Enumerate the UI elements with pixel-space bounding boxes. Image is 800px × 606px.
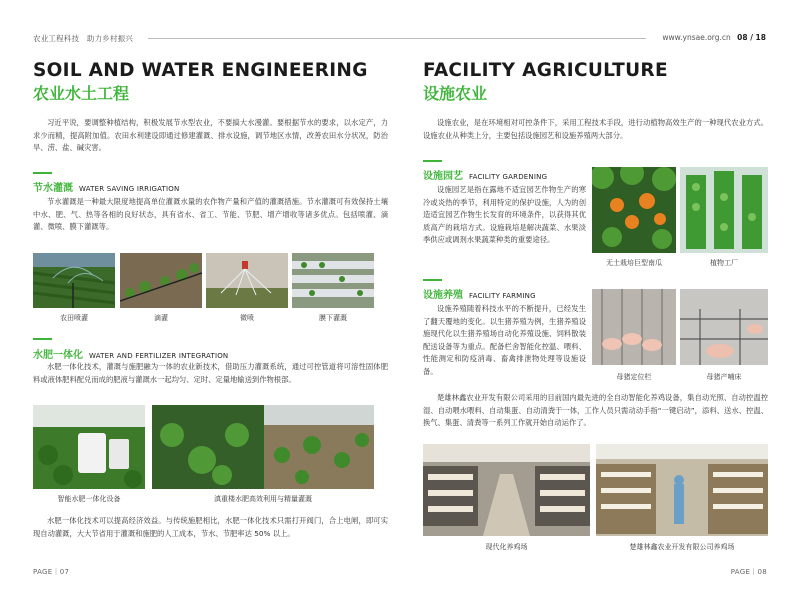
right-sec1-heading	[423, 167, 547, 182]
right-sec1-accent	[423, 160, 442, 162]
left-sec2-heading	[33, 346, 228, 361]
photo-farrowing-bed	[680, 289, 768, 365]
right-page	[423, 60, 795, 105]
right-intro: 设施农业，是在环境相对可控条件下，采用工程技术手段，进行动植物高效生产的一种现代农业方式。设施农业从种类上分，主要包括设施园艺和设施养殖两大部分。	[423, 118, 768, 140]
left-footer: PAGE｜07	[33, 568, 70, 576]
header-page-range: 08 / 18	[737, 33, 766, 42]
left-sec1-title-en: WATER SAVING IRRIGATION	[79, 185, 180, 193]
caption-paris-irrigation: 滇重楼水肥高效利用与精量灌溉	[214, 495, 312, 503]
header-rule	[148, 38, 646, 39]
right-title-en: FACILITY AGRICULTURE	[423, 60, 668, 81]
right-footer: PAGE｜08	[730, 568, 767, 576]
photo-field-sprinkler	[33, 253, 115, 308]
photo-plant-factory	[680, 167, 768, 253]
header-tagline: 农业工程科技 助力乡村振兴	[33, 34, 134, 43]
caption-farrowing-bed: 母猪产哺床	[706, 373, 742, 381]
right-title-cn: 设施农业	[423, 84, 488, 103]
left-sec2-accent	[33, 338, 52, 340]
right-sec1-title-en: FACILITY GARDENING	[469, 173, 548, 181]
right-sec1-title-cn: 设施园艺	[423, 171, 463, 182]
right-sec2-text2: 楚雄林鑫农业开发有限公司采用的目前国内最先进的全自动智能化养鸡设备，集自动光照、自动控温控湿、自动喂水喂料、自动集蛋、自动清粪于一体，工作人员只需动动手指“一键启动”，添料、送水、控温、换气、集蛋、清粪等一系列工作就开始自动运作了。	[423, 393, 768, 427]
caption-plant-factory: 植物工厂	[710, 259, 738, 267]
photo-sow-stall	[592, 289, 676, 365]
caption-sow-stall: 母猪定位栏	[616, 373, 652, 381]
photo-paris-irrigation	[152, 405, 374, 489]
left-title-en: SOIL AND WATER ENGINEERING	[33, 60, 368, 81]
left-sec2-title-en: WATER AND FERTILIZER INTEGRATION	[89, 352, 229, 360]
caption-giant-pumpkin: 无土栽培巨型南瓜	[606, 259, 662, 267]
photo-fertigation-device	[33, 405, 145, 489]
caption-modern-chicken-farm: 现代化养鸡场	[485, 543, 528, 551]
photo-giant-pumpkin	[592, 167, 676, 253]
right-sec1-text: 设施园艺是指在露地不适宜园艺作物生产的寒冷或炎热的季节，利用特定的保护设施，人为的创造适宜园艺作物生长发育的环境条件，以获得其优质高产的栽培方式。设施栽培是解决蔬菜、水果淡季供应或调剂水果蔬菜种类的重要途径。	[423, 185, 586, 244]
left-sec2-text2: 水肥一体化技术可以提高经济效益。与传统施肥相比，水肥一体化技术只需打开阀门，合上电闸，即可实现自动灌溉，大大节省用于灌溉和施肥的人工成本，节水、节肥率达 50% 以上。	[33, 516, 388, 538]
left-sec2-title-cn: 水肥一体化	[33, 350, 83, 361]
right-sec2-heading	[423, 286, 536, 301]
right-sec2-accent	[423, 279, 442, 281]
left-sec1-accent	[33, 172, 52, 174]
left-sec1-text: 节水灌溉是一种最大限度地提高单位灌溉水量的农作物产量和产值的灌溉措施。节水灌溉可有效保持土壤中水、肥、气、热等各相的良好状态，具有省水、省工、节能、节肥、增产增收等诸多优点。包括喷灌、滴灌、微喷、膜下灌溉等。	[33, 197, 388, 231]
photo-film-irrigation	[292, 253, 374, 308]
photo-drip	[120, 253, 202, 308]
photo-lin-xin-chicken-farm	[596, 444, 768, 536]
caption-micro-spray: 微喷	[240, 314, 254, 322]
caption-fertigation-device: 智能水肥一体化设备	[57, 495, 121, 503]
caption-field-sprinkler: 农田喷灌	[60, 314, 88, 322]
left-sec1-heading	[33, 179, 179, 194]
right-sec2-text: 设施养殖随着科技水平的不断提升，已经发生了翻天覆地的变化。以生猪养殖为例，生猪养殖设施现代化以生猪养殖场自动化养殖设施、饲料散装配送设备等为重点。配备栏舍智能化控温、喂料、性能测定和防疫消毒、畜禽排泄物处理等设施设备。	[423, 304, 586, 376]
left-intro: 习近平说，要调整种植结构，积极发展节水型农业，不要搞大水漫灌。要根据节水的要求，以水定产，力求少而精，提高附加值。农田水利建设即通过修建灌溉、排水设施，调节地区水情，改善农田水分状况，防治旱、涝、盐、碱灾害。	[33, 118, 388, 152]
right-sec2-title-cn: 设施养殖	[423, 290, 463, 301]
photo-micro-spray	[206, 253, 288, 308]
caption-film-irrigation: 膜下灌溉	[319, 314, 347, 322]
right-sec2-title-en: FACILITY FARMING	[469, 292, 536, 300]
caption-drip: 滴灌	[154, 314, 168, 322]
left-title-cn: 农业水土工程	[33, 84, 130, 103]
header-right	[662, 33, 766, 42]
header-url: www.ynsae.org.cn	[662, 33, 731, 42]
left-page	[33, 60, 405, 105]
photo-modern-chicken-farm	[423, 444, 590, 536]
left-sec1-title-cn: 节水灌溉	[33, 183, 73, 194]
left-sec2-text: 水肥一体化技术，灌溉与施肥融为一体的农业新技术，借助压力灌溉系统，通过可控管道将可溶性固体肥料或液体肥料配兑而成的肥液与灌溉水一起均匀、定时、定量地输送到作物根部。	[33, 362, 388, 384]
caption-lin-xin-chicken-farm: 楚雄林鑫农业开发有限公司养鸡场	[629, 543, 735, 551]
